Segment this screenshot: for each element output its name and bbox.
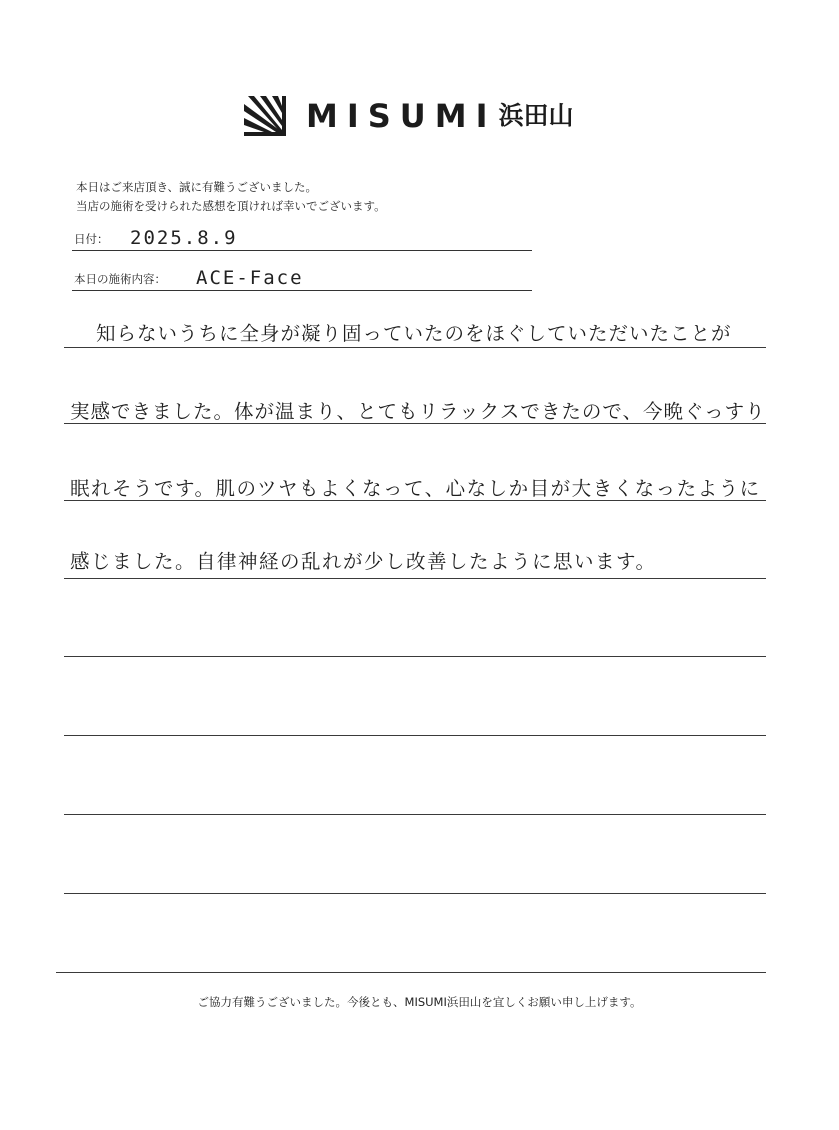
brand-logo [244,96,574,136]
comment-text-3: 眠れそうです。肌のツヤもよくなって、心なしか目が大きくなったように [70,477,761,500]
comment-text-2: 実感できました。体が温まり、とてもリラックスできたので、今晩ぐっすり [70,400,766,423]
comment-line-3 [64,500,766,501]
fan-stripes-icon [244,96,286,136]
comment-line-8 [64,893,766,894]
comment-line-1 [64,347,766,348]
comment-line-7 [64,814,766,815]
brand-location: 浜田山 [498,101,574,130]
intro-line-2: 当店の施術を受けられた感想を頂ければ幸いでございます。 [76,199,386,213]
date-field [72,224,532,251]
intro-text [76,178,386,216]
comment-line-4 [64,578,766,579]
treatment-value: ACE-Face [196,267,304,289]
comment-text-1: 知らないうちに全身が凝り固っていたのをほぐしていただいたことが [96,322,732,345]
intro-line-1: 本日はご来店頂き、誠に有難うございました。 [76,180,318,194]
date-label: 日付： [74,232,109,246]
comment-line-6 [64,735,766,736]
treatment-field [72,264,532,291]
brand-name: MISUMI [306,97,497,135]
footer-thanks: ご協力有難うございました。今後とも、MISUMI浜田山を宜しくお願い申し上げます。 [197,995,642,1009]
treatment-label: 本日の施術内容： [74,272,166,286]
comment-line-2 [64,423,766,424]
comment-line-9 [56,972,766,973]
date-value: 2025.8.9 [130,227,238,249]
comment-text-4: 感じました。自律神経の乱れが少し改善したように思います。 [70,550,657,573]
comment-line-5 [64,656,766,657]
